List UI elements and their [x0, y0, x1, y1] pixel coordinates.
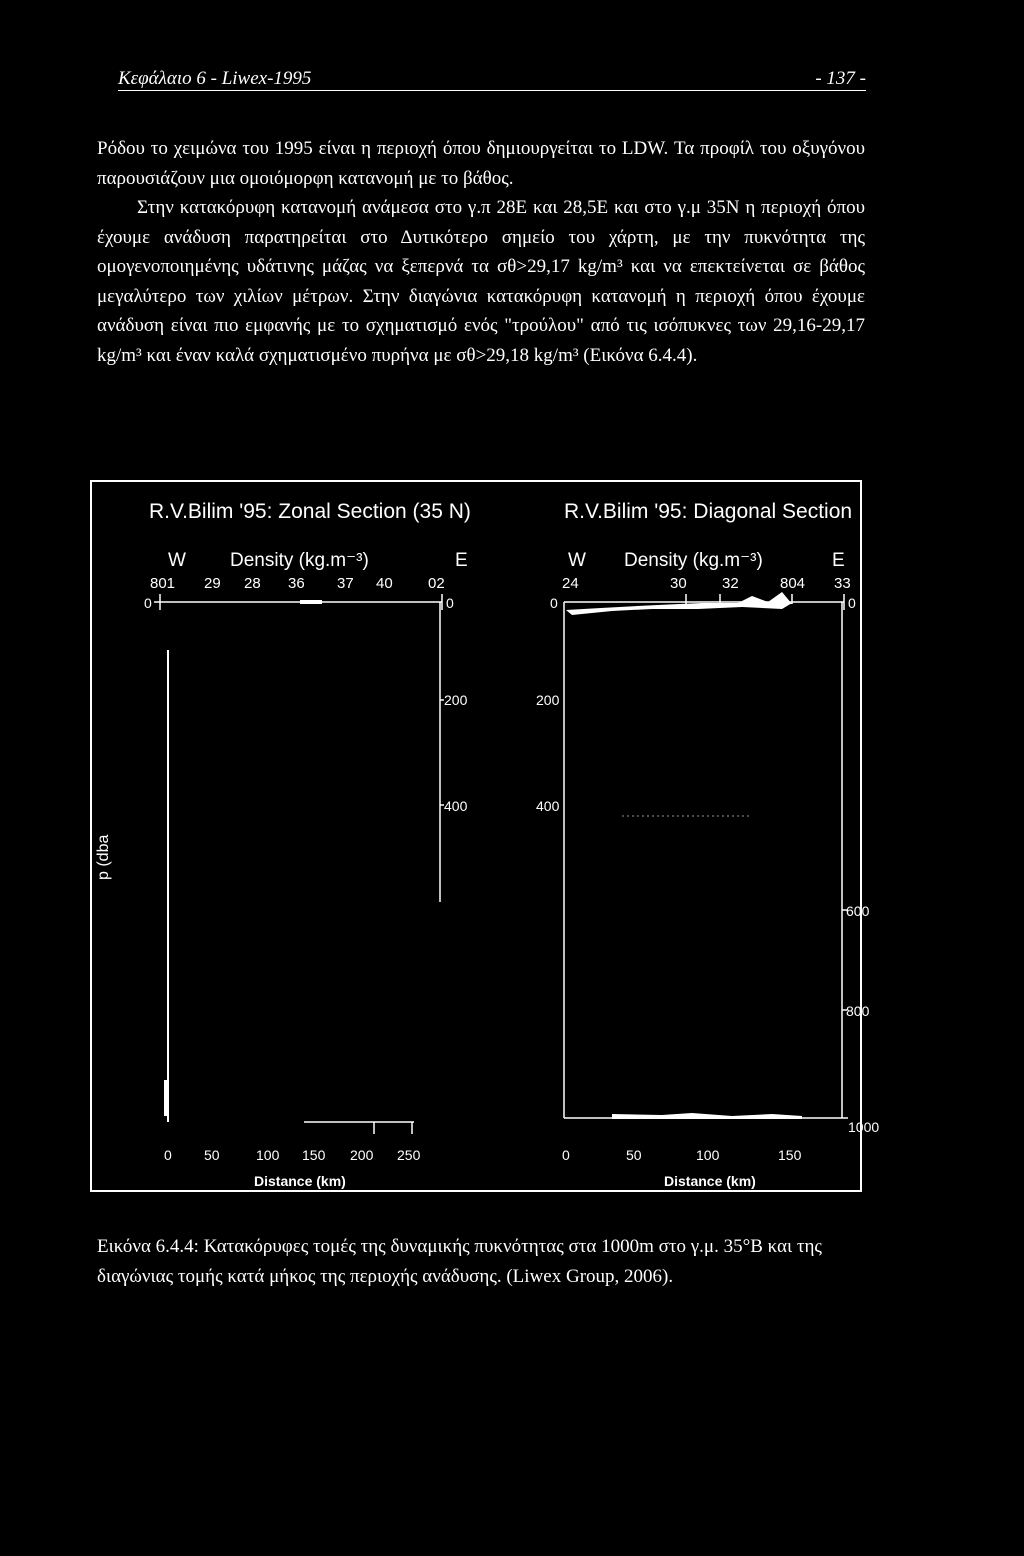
figure-graphic: [92, 482, 880, 1194]
paragraph-1: Ρόδου το χειμώνα του 1995 είναι η περιοχή όπου δημιουργείται το LDW. Τα προφίλ του οξυγόνου παρουσιάζουν μια ομοιόμορφη κατανομή με το βάθος.: [97, 138, 865, 189]
left-panel-density-label: Density (kg.m⁻³): [230, 550, 369, 571]
right-right-depth-tick: 1000: [848, 1119, 880, 1135]
right-x-tick: 150: [778, 1147, 802, 1163]
right-x-tick: 100: [696, 1147, 720, 1163]
left-x-tick: 0: [164, 1147, 172, 1163]
left-panel-west: W: [168, 550, 186, 571]
right-panel-west: W: [568, 550, 586, 571]
left-station-label: 36: [288, 575, 305, 592]
left-x-tick: 250: [397, 1147, 421, 1163]
left-panel-depth-zero: 0: [144, 595, 152, 611]
left-station-label: 02: [428, 575, 445, 592]
left-panel-stations: [150, 575, 445, 592]
page-number: - 137 -: [815, 68, 866, 89]
right-panel-bottom-isopycnal: [612, 1113, 802, 1119]
right-station-label: 804: [780, 575, 806, 592]
left-x-tick: 50: [204, 1147, 220, 1163]
pressure-axis-label: p (dba: [95, 834, 112, 880]
right-panel-title: R.V.Bilim '95: Diagonal Section: [564, 500, 853, 523]
figure-caption: Εικόνα 6.4.4: Κατακόρυφες τομές της δυναμικής πυκνότητας στα 1000m στο γ.μ. 35°Β και της διαγώνιας τομής κατά μήκος της περιοχής ανάδυσης. (Liwex Group, 2006).: [97, 1236, 822, 1287]
chapter-title: Κεφάλαιο 6 - Liwex-1995: [118, 68, 312, 89]
left-station-label: 37: [337, 575, 354, 592]
density-sections-figure: [90, 480, 880, 1192]
right-panel-density-label: Density (kg.m⁻³): [624, 550, 763, 571]
right-right-depth-tick: 0: [848, 595, 856, 611]
right-panel-stations: [562, 575, 851, 592]
left-panel-title: R.V.Bilim '95: Zonal Section (35 N): [149, 500, 471, 523]
page-header: [118, 68, 866, 91]
right-station-label: 30: [670, 575, 687, 592]
left-x-tick: 100: [256, 1147, 280, 1163]
left-station-label: 28: [244, 575, 261, 592]
left-panel-x-ticks: [164, 1147, 421, 1163]
right-right-depth-tick: 800: [846, 1003, 870, 1019]
left-panel-east: E: [455, 550, 468, 571]
left-panel-axis-notch: [164, 1080, 169, 1116]
right-panel-east: E: [832, 550, 845, 571]
left-panel-xlabel: Distance (km): [254, 1173, 346, 1189]
left-station-label: 40: [376, 575, 393, 592]
right-x-tick: 50: [626, 1147, 642, 1163]
right-panel-isopycnal-dome: [732, 592, 792, 606]
right-panel-xlabel: Distance (km): [664, 1173, 756, 1189]
right-station-label: 33: [834, 575, 851, 592]
left-right-depth-tick: 400: [444, 798, 468, 814]
right-x-tick: 0: [562, 1147, 570, 1163]
left-x-tick: 150: [302, 1147, 326, 1163]
left-right-depth-tick: 200: [444, 692, 468, 708]
left-panel-isopycnal-blob: [300, 600, 322, 604]
paragraph-2: Στην κατακόρυφη κατανομή ανάμεσα στο γ.π 28Ε και 28,5Ε και στο γ.μ 35Ν η περιοχή όπου έχουμε ανάδυση παρατηρείται στο Δυτικότερο σημείο του χάρτη, με την πυκνότητα της ομογενοποιημένης υδάτινης μάζας να ξεπερνά τα σθ>29,17 kg/m³ και να επεκτείνεται σε βάθος μεγαλύτερο των χιλίων μέτρων. Στην διαγώνια κατακόρυφη κατανομή η περιοχή όπου έχουμε ανάδυση είναι πιο εμφανής με το σχηματισμό ενός "τρούλου" από τις ισόπυκνες των 29,16-29,17 kg/m³ και έναν καλά σχηματισμένο πυρήνα με σθ>29,18 kg/m³ (Εικόνα 6.4.4).: [97, 197, 865, 366]
body-paragraphs: [97, 134, 865, 370]
right-station-label: 24: [562, 575, 579, 592]
right-left-depth-tick: 200: [536, 692, 560, 708]
left-right-depth-tick: 0: [446, 595, 454, 611]
right-station-label: 32: [722, 575, 739, 592]
left-station-label: 801: [150, 575, 176, 592]
right-left-depth-tick: 400: [536, 798, 560, 814]
right-right-depth-tick: 600: [846, 903, 870, 919]
left-x-tick: 200: [350, 1147, 374, 1163]
left-station-label: 29: [204, 575, 221, 592]
right-left-depth-tick: 0: [550, 595, 558, 611]
right-panel-x-ticks: [562, 1147, 802, 1163]
